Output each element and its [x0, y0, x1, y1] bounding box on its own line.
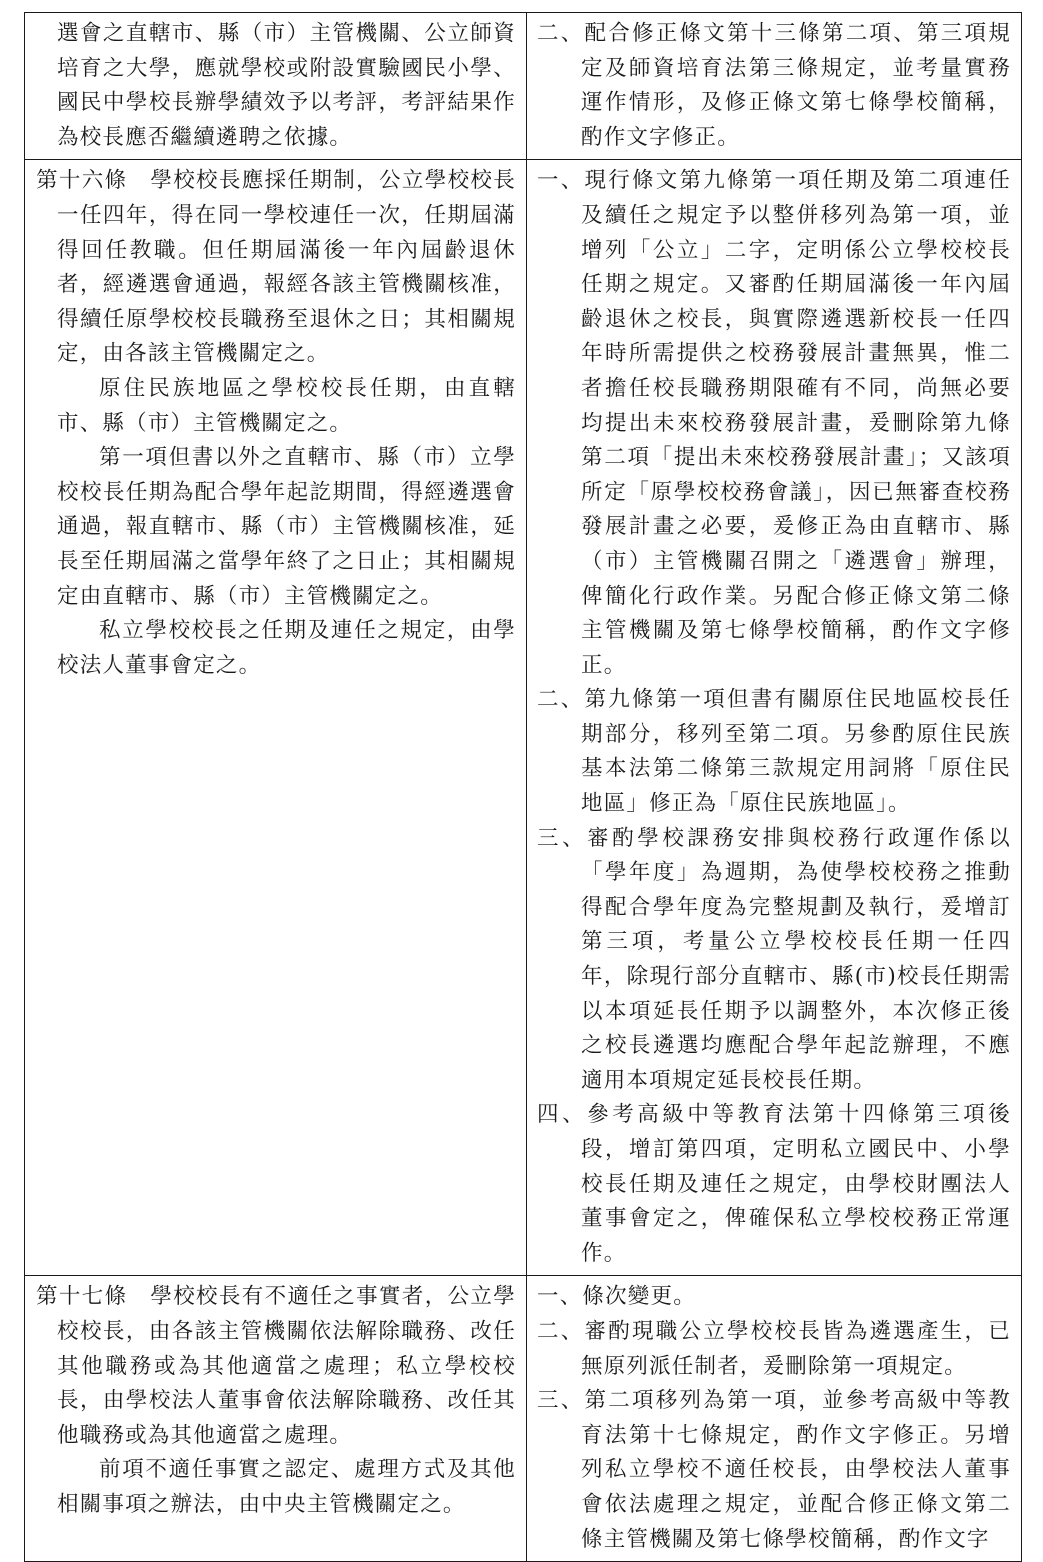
- table-row: [25, 160, 1022, 1276]
- explanation-cell: [527, 13, 1022, 160]
- explanation-cell: [527, 160, 1022, 1276]
- article-heading-paragraph: 第十七條 學校校長有不適任之事實者，公立學校校長，由各該主管機關依法解除職務、改任其他職務或為其他適當之處理；私立學校校長，由學校法人董事會依法解除職務、改任其他職務或為其他適當之處理。: [36, 1284, 516, 1448]
- article-paragraph: 前項不適任事實之認定、處理方式及其他相關事項之辦法，由中央主管機關定之。: [57, 1457, 516, 1517]
- explanation-item: 二、審酌現職公立學校校長皆為遴選產生，已無原列派任制者，爰刪除第一項規定。: [537, 1318, 1011, 1379]
- article-paragraph: 選會之直轄市、縣（市）主管機關、公立師資培育之大學，應就學校或附設實驗國民小學、國民中學校長辦學績效予以考評，考評結果作為校長應否繼續遴聘之依據。: [57, 21, 516, 150]
- explanation-item: 二、配合修正條文第十三條第二項、第三項規定及師資培育法第三條規定，並考量實務運作情形，及修正條文第七條學校簡稱，酌作文字修正。: [537, 21, 1011, 150]
- article-paragraph: 私立學校校長之任期及連任之規定，由學校法人董事會定之。: [57, 618, 516, 678]
- explanation-item: 三、審酌學校課務安排與校務行政運作係以「學年度」為週期，為使學校校務之推動得配合學年度為完整規劃及執行，爰增訂第三項，考量公立學校校長任期一任四年，除現行部分直轄市、縣(市)校長任期需以本項延長任期予以調整外，本次修正後之校長遴選均應配合學年起訖辦理，不應適用本項規定延長校長任期。: [537, 825, 1011, 1093]
- explanation-item: 二、第九條第一項但書有關原住民地區校長任期部分，移列至第二項。另參酌原住民族基本法第二條第三款規定用詞將「原住民地區」修正為「原住民族地區」。: [537, 687, 1011, 817]
- article-cell: [25, 13, 527, 160]
- explanation-item: 三、第二項移列為第一項，並參考高級中等教育法第十七條規定，酌作文字修正。另增列私立學校不適任校長，由學校法人董事會依法處理之規定，並配合修正條文第二條主管機關及第七條學校簡稱，酌作文字: [537, 1388, 1011, 1552]
- article-heading-paragraph: 第十六條 學校校長應採任期制，公立學校校長一任四年，得在同一學校連任一次，任期屆滿得回任教職。但任期屆滿後一年內屆齡退休者，經遴選會通過，報經各該主管機關核准，得續任原學校校長職務至退休之日；其相關規定，由各該主管機關定之。: [36, 168, 516, 367]
- comparison-table: [24, 12, 1022, 1562]
- explanation-item: 四、參考高級中等教育法第十四條第三項後段，增訂第四項，定明私立國民中、小學校長任期及連任之規定，由學校財團法人董事會定之，俾確保私立學校校務正常運作。: [537, 1102, 1011, 1266]
- table-row: [25, 13, 1022, 160]
- article-paragraph: 原住民族地區之學校校長任期，由直轄市、縣（市）主管機關定之。: [57, 375, 516, 436]
- table-row: [25, 1276, 1022, 1562]
- document-page: [24, 12, 1022, 1552]
- article-paragraph: 第一項但書以外之直轄市、縣（市）立學校校長任期為配合學年起訖期間，得經遴選會通過，報直轄市、縣（市）主管機關核准，延長至任期屆滿之當學年終了之日止；其相關規定由直轄市、縣（市）主管機關定之。: [57, 445, 516, 609]
- explanation-item: 一、現行條文第九條第一項任期及第二項連任及續任之規定予以整併移列為第一項，並增列「公立」二字，定明係公立學校校長任期之規定。又審酌任期屆滿後一年內屆齡退休之校長，與實際遴選新校長一任四年時所需提供之校務發展計畫無異，惟二者擔任校長職務期限確有不同，尚無必要均提出未來校務發展計畫，爰刪除第九條第二項「提出未來校務發展計畫」；又該項所定「原學校校務會議」，因已無審查校務發展計畫之必要，爰修正為由直轄市、縣（市）主管機關召開之「遴選會」辦理，俾簡化行政作業。另配合修正條文第二條主管機關及第七條學校簡稱，酌作文字修正。: [537, 168, 1011, 678]
- explanation-cell: [527, 1276, 1022, 1562]
- article-cell: [25, 1276, 527, 1562]
- explanation-item: 一、條次變更。: [537, 1284, 696, 1310]
- article-cell: [25, 160, 527, 1276]
